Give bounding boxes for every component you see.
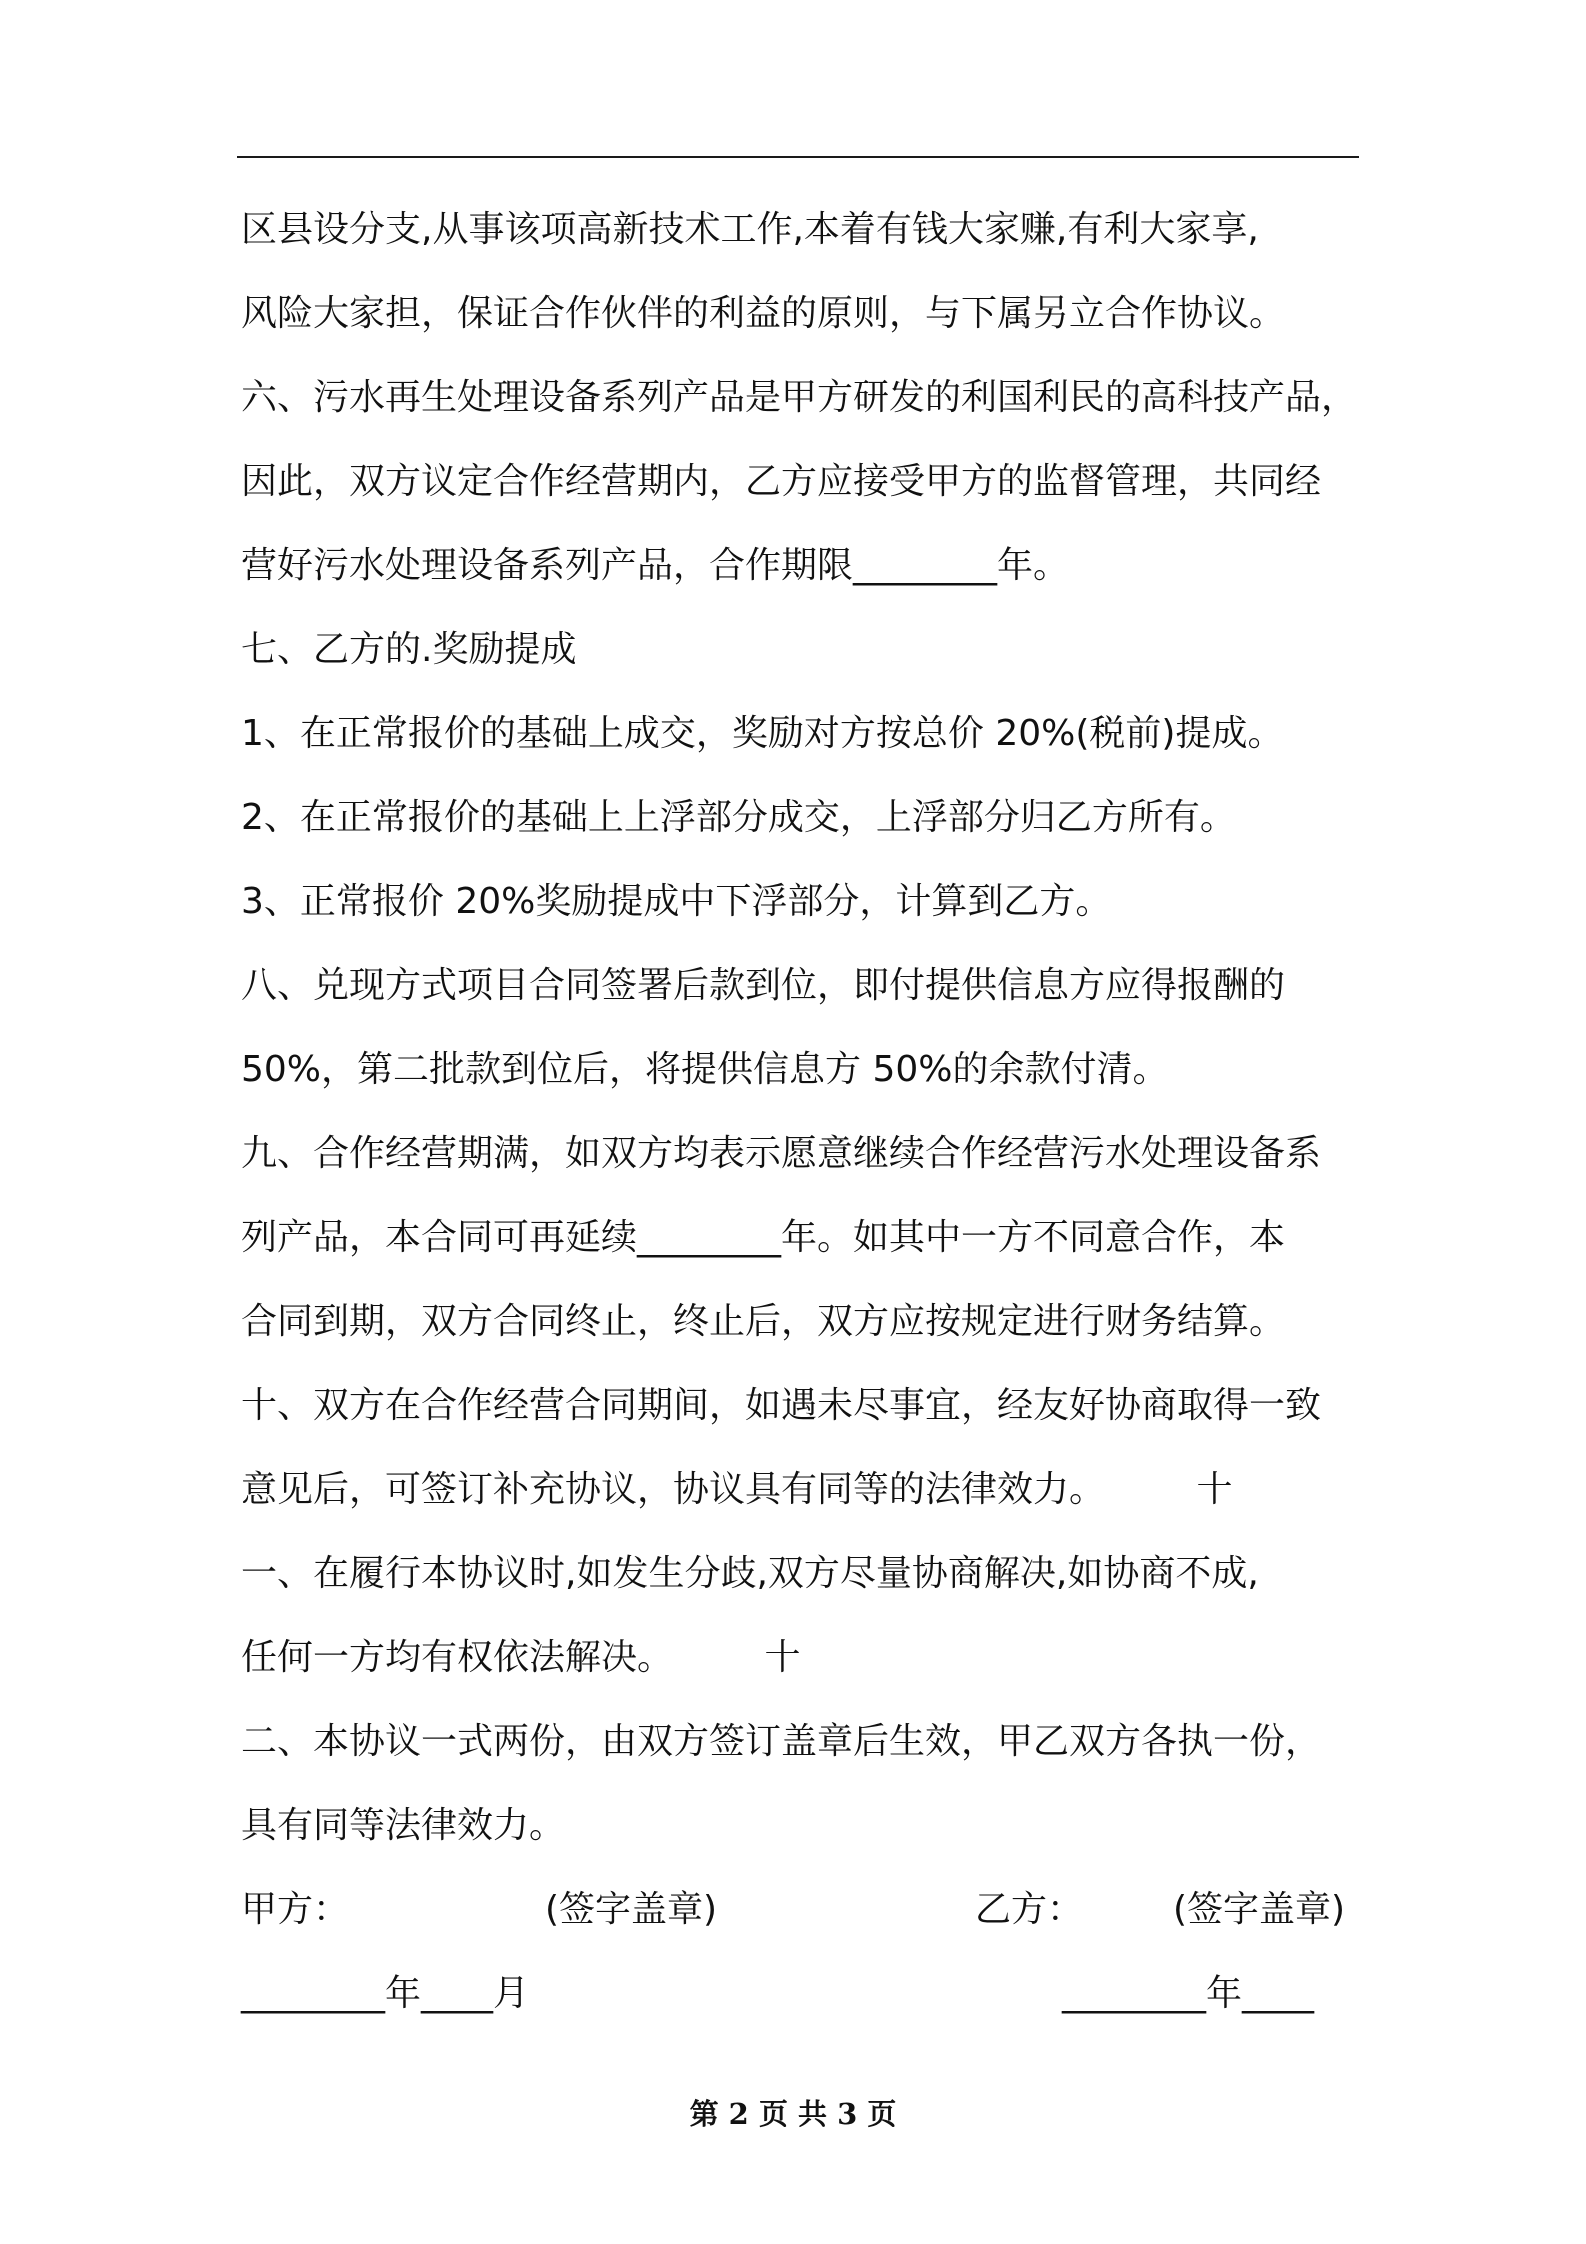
text-line: 意见后，可签订补充协议，协议具有同等的法律效力。 十 xyxy=(241,1469,1233,1510)
text-line: 二、本协议一式两份，由双方签订盖章后生效，甲乙双方各执一份， xyxy=(241,1721,1322,1762)
text-line: 九、合作经营期满，如双方均表示愿意继续合作经营污水处理设备系 xyxy=(241,1133,1322,1174)
text-line: 七、乙方的.奖励提成 xyxy=(241,629,577,670)
text-line: 3、正常报价 20%奖励提成中下浮部分，计算到乙方。 xyxy=(241,881,1112,922)
text-line: 营好污水处理设备系列产品，合作期限________年。 xyxy=(241,545,1070,586)
text-line: 八、兑现方式项目合同签署后款到位，即付提供信息方应得报酬的 xyxy=(241,965,1286,1006)
text-line: 2、在正常报价的基础上上浮部分成交，上浮部分归乙方所有。 xyxy=(241,797,1236,838)
party-a-date: ________年____月 xyxy=(241,1973,530,2014)
text-line: 风险大家担，保证合作伙伴的利益的原则，与下属另立合作协议。 xyxy=(241,293,1286,334)
party-a-label: 甲方： xyxy=(241,1889,350,1930)
header-rule xyxy=(237,156,1359,158)
party-a-seal: (签字盖章) xyxy=(545,1889,718,1930)
text-line: 具有同等法律效力。 xyxy=(241,1805,566,1846)
text-line: 1、在正常报价的基础上成交，奖励对方按总价 20%(税前)提成。 xyxy=(241,713,1284,754)
text-line: 因此，双方议定合作经营期内，乙方应接受甲方的监督管理，共同经 xyxy=(241,461,1322,502)
text-line: 合同到期，双方合同终止，终止后，双方应按规定进行财务结算。 xyxy=(241,1301,1286,1342)
text-line: 十、双方在合作经营合同期间，如遇未尽事宜，经友好协商取得一致 xyxy=(241,1385,1322,1426)
text-line: 一、在履行本协议时,如发生分歧,双方尽量协商解决,如协商不成, xyxy=(241,1553,1259,1594)
text-line: 列产品，本合同可再延续________年。如其中一方不同意合作，本 xyxy=(241,1217,1286,1258)
text-line: 区县设分支,从事该项高新技术工作,本着有钱大家赚,有利大家享, xyxy=(241,209,1259,250)
party-b-date: ________年____ xyxy=(1062,1973,1315,2014)
text-line: 50%，第二批款到位后，将提供信息方 50%的余款付清。 xyxy=(241,1049,1169,1090)
party-b-seal: (签字盖章) xyxy=(1173,1889,1346,1930)
text-line: 任何一方均有权依法解决。 十 xyxy=(241,1637,801,1678)
page-footer: 第 2 页 共 3 页 xyxy=(689,2097,897,2131)
party-b-label: 乙方： xyxy=(975,1889,1084,1930)
text-line: 六、污水再生处理设备系列产品是甲方研发的利国利民的高科技产品， xyxy=(241,377,1358,418)
